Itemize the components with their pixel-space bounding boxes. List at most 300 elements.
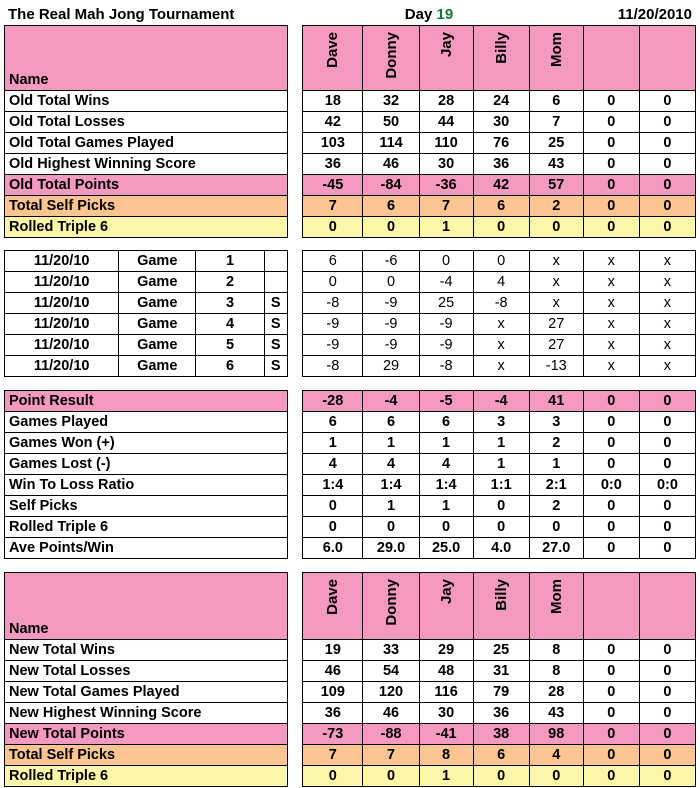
stat-label: Total Self Picks [5,745,288,766]
day-label: Day [404,6,433,23]
stat-value: 25 [529,133,583,154]
stat-value: 7 [419,196,473,217]
stat-value: 0:0 [583,475,639,496]
game-score: x [529,251,583,272]
stat-value: 0 [639,391,695,412]
game-score: -9 [363,314,419,335]
stat-value: 19 [303,640,363,661]
stat-value: -73 [303,724,363,745]
game-score: -13 [529,356,583,377]
stat-value: 44 [419,112,473,133]
stat-row [5,454,696,475]
stat-value: 0 [639,766,695,787]
stat-row [5,91,696,112]
stat-value: 120 [363,682,419,703]
stat-value: 0 [529,517,583,538]
game-score: x [639,356,695,377]
game-score: x [639,293,695,314]
stat-value: 0 [583,196,639,217]
stat-value: 1:4 [303,475,363,496]
stat-value: 2 [529,433,583,454]
stat-value: 0 [583,412,639,433]
stat-value: -4 [473,391,529,412]
stat-value: 50 [363,112,419,133]
stat-value: 1 [303,433,363,454]
stat-value: 0 [639,682,695,703]
game-score: -4 [419,272,473,293]
new-stats-table [4,572,696,787]
stat-value: 1 [363,496,419,517]
game-number: 2 [196,272,265,293]
player-header [303,573,363,640]
stat-label: New Total Points [5,724,288,745]
stat-value: 38 [473,724,529,745]
stat-value: 8 [529,640,583,661]
stat-value: -84 [363,175,419,196]
stat-label: Old Total Games Played [5,133,288,154]
stat-row [5,175,696,196]
stat-value: 0 [583,433,639,454]
player-header [363,573,419,640]
stat-value: 0 [639,724,695,745]
stat-label: New Total Losses [5,661,288,682]
column-gap [287,272,303,293]
stat-label: Rolled Triple 6 [5,766,288,787]
player-header [529,573,583,640]
stat-value: 0 [583,91,639,112]
game-label: Game [119,356,196,377]
game-score: 0 [419,251,473,272]
game-score: x [583,356,639,377]
self-pick-flag [264,251,287,272]
player-name: Donny [382,32,400,79]
game-score: 0 [363,272,419,293]
player-header [419,573,473,640]
player-header [583,26,639,91]
stat-value: 116 [419,682,473,703]
player-name: Mom [547,579,565,614]
column-gap [287,217,303,238]
stat-value: 6.0 [303,538,363,559]
stat-row [5,682,696,703]
stat-value: 0 [583,154,639,175]
stat-value: 0 [303,217,363,238]
player-header [419,26,473,91]
column-gap [287,745,303,766]
stat-value: 0 [639,496,695,517]
game-date: 11/20/10 [5,335,119,356]
stat-value: 30 [419,154,473,175]
game-score: x [583,251,639,272]
game-score: 27 [529,314,583,335]
stat-label: Rolled Triple 6 [5,217,288,238]
stat-row [5,661,696,682]
stat-value: 1:4 [419,475,473,496]
game-score: x [639,335,695,356]
player-header [303,26,363,91]
game-date: 11/20/10 [5,293,119,314]
stat-value: 0 [583,538,639,559]
stat-value: 0 [639,196,695,217]
game-date: 11/20/10 [5,251,119,272]
game-row [5,293,696,314]
stat-value: 31 [473,661,529,682]
stat-value: 42 [303,112,363,133]
stat-value: 0 [363,517,419,538]
column-gap [287,724,303,745]
stat-row [5,133,696,154]
stat-value: 6 [473,196,529,217]
game-score: 0 [473,251,529,272]
stat-value: 109 [303,682,363,703]
stat-label: Ave Points/Win [5,538,288,559]
stat-value: 6 [363,196,419,217]
player-name: Dave [324,579,342,615]
game-row [5,272,696,293]
game-score: -9 [303,314,363,335]
game-date: 11/20/10 [5,272,119,293]
stat-value: 0 [639,217,695,238]
player-name: Jay [437,32,455,58]
player-name: Billy [492,32,510,64]
self-pick-flag: S [264,335,287,356]
name-header: Name [5,573,288,640]
stat-value: 0 [583,175,639,196]
stat-value: 7 [303,196,363,217]
stat-value: 0 [473,766,529,787]
stat-value: 2 [529,496,583,517]
column-gap [287,682,303,703]
stat-row [5,640,696,661]
column-gap [287,293,303,314]
stat-value: 0 [303,766,363,787]
stat-value: 1 [473,433,529,454]
stat-value: 18 [303,91,363,112]
self-pick-flag: S [264,356,287,377]
stat-value: 0 [583,112,639,133]
stat-value: 3 [529,412,583,433]
stat-value: 1 [473,454,529,475]
column-gap [287,517,303,538]
stat-value: 0 [639,412,695,433]
game-date: 11/20/10 [5,356,119,377]
player-header [639,26,695,91]
stat-value: 0 [363,766,419,787]
stat-label: Old Total Wins [5,91,288,112]
stat-label: New Total Games Played [5,682,288,703]
column-gap [287,26,303,91]
game-score: x [639,251,695,272]
game-score: -9 [419,314,473,335]
report-date: 11/20/2010 [617,6,692,23]
stat-value: 32 [363,91,419,112]
stat-value: 4 [303,454,363,475]
game-score: 25 [419,293,473,314]
stat-value: 27.0 [529,538,583,559]
game-number: 1 [196,251,265,272]
game-label: Game [119,314,196,335]
stat-value: 0 [473,517,529,538]
column-gap [287,475,303,496]
stat-value: 43 [529,154,583,175]
game-score: x [529,272,583,293]
game-score: -8 [473,293,529,314]
stat-value: 46 [363,154,419,175]
column-gap [287,356,303,377]
stat-value: 7 [529,112,583,133]
old-stats-table [4,25,696,238]
stat-value: 0 [363,217,419,238]
stat-value: 0 [583,745,639,766]
stat-value: 0 [583,217,639,238]
stat-row [5,412,696,433]
column-gap [287,175,303,196]
game-label: Game [119,251,196,272]
stat-value: 4 [419,454,473,475]
stat-value: 3 [473,412,529,433]
game-score: -9 [419,335,473,356]
stat-value: 0 [419,517,473,538]
stat-value: 0 [639,91,695,112]
stat-label: Rolled Triple 6 [5,517,288,538]
stat-label: Point Result [5,391,288,412]
stat-value: 0 [529,217,583,238]
stat-value: -88 [363,724,419,745]
stat-value: 2 [529,196,583,217]
stat-value: 0 [583,724,639,745]
stat-row [5,496,696,517]
stat-value: 1:1 [473,475,529,496]
column-gap [287,412,303,433]
stat-value: 6 [529,91,583,112]
stat-value: 8 [419,745,473,766]
stat-value: 1 [419,496,473,517]
self-pick-flag: S [264,314,287,335]
stat-value: 36 [473,154,529,175]
game-row [5,356,696,377]
stat-value: 43 [529,703,583,724]
game-score: x [583,293,639,314]
stat-value: 0 [473,217,529,238]
game-label: Game [119,293,196,314]
stat-value: 0 [639,517,695,538]
player-name: Billy [492,579,510,611]
stat-value: 6 [473,745,529,766]
games-table [4,250,696,377]
game-score: x [583,272,639,293]
stat-value: 48 [419,661,473,682]
stat-row [5,538,696,559]
stat-value: 4 [363,454,419,475]
column-gap [287,251,303,272]
stat-value: 0 [639,133,695,154]
column-gap [287,433,303,454]
stat-label: Games Lost (-) [5,454,288,475]
column-gap [287,640,303,661]
self-pick-flag: S [264,293,287,314]
stat-value: 1 [419,766,473,787]
stat-value: 1 [419,433,473,454]
player-header [639,573,695,640]
game-score: 29 [363,356,419,377]
player-header [529,26,583,91]
game-score: -8 [419,356,473,377]
stat-value: 0 [303,496,363,517]
game-score: 6 [303,251,363,272]
stat-value: 4.0 [473,538,529,559]
player-header [583,573,639,640]
stat-value: 98 [529,724,583,745]
game-score: -8 [303,356,363,377]
page-title: The Real Mah Jong Tournament [8,6,235,23]
game-number: 3 [196,293,265,314]
game-row [5,314,696,335]
stat-label: New Total Wins [5,640,288,661]
game-score: -9 [363,293,419,314]
column-gap [287,573,303,640]
stat-value: 8 [529,661,583,682]
stat-value: 33 [363,640,419,661]
stat-value: 0 [583,766,639,787]
stat-label: Win To Loss Ratio [5,475,288,496]
day-number: 19 [436,6,454,23]
stat-value: 79 [473,682,529,703]
stat-value: 0 [529,766,583,787]
stat-value: 0 [583,454,639,475]
column-gap [287,703,303,724]
game-score: x [473,335,529,356]
stat-value: 4 [529,745,583,766]
player-header-row [5,26,696,91]
stat-row [5,217,696,238]
game-score: -9 [363,335,419,356]
stat-label: Old Total Losses [5,112,288,133]
player-name: Mom [547,32,565,67]
player-name: Donny [382,579,400,626]
game-score: -9 [303,335,363,356]
game-row [5,335,696,356]
stat-value: 36 [303,703,363,724]
stat-value: 1 [419,217,473,238]
stat-value: 30 [419,703,473,724]
stat-value: 1:4 [363,475,419,496]
game-date: 11/20/10 [5,314,119,335]
stat-value: -45 [303,175,363,196]
results-table [4,390,696,559]
stat-value: 0:0 [639,475,695,496]
stat-value: 6 [419,412,473,433]
column-gap [287,335,303,356]
stat-value: 114 [363,133,419,154]
game-score: 27 [529,335,583,356]
stat-value: 0 [303,517,363,538]
name-header: Name [5,26,288,91]
stat-value: 0 [583,391,639,412]
stat-value: 29.0 [363,538,419,559]
stat-value: -4 [363,391,419,412]
column-gap [287,496,303,517]
stat-label: Total Self Picks [5,196,288,217]
stat-value: 42 [473,175,529,196]
stat-row [5,433,696,454]
stat-value: -36 [419,175,473,196]
self-pick-flag [264,272,287,293]
player-header-row [5,573,696,640]
stat-value: 1 [529,454,583,475]
stat-row [5,724,696,745]
game-number: 4 [196,314,265,335]
game-score: x [473,356,529,377]
game-score: x [583,314,639,335]
player-name: Jay [437,579,455,605]
column-gap [287,661,303,682]
stat-value: 25.0 [419,538,473,559]
game-score: x [639,314,695,335]
stat-value: 7 [363,745,419,766]
player-header [363,26,419,91]
column-gap [287,766,303,787]
game-score: -6 [363,251,419,272]
stat-value: 30 [473,112,529,133]
stat-value: 110 [419,133,473,154]
game-label: Game [119,272,196,293]
column-gap [287,112,303,133]
stat-value: 0 [639,454,695,475]
stat-value: 0 [473,496,529,517]
game-number: 5 [196,335,265,356]
stat-value: 2:1 [529,475,583,496]
title-bar [4,4,696,25]
stat-value: 46 [363,703,419,724]
column-gap [287,454,303,475]
stat-value: 0 [639,703,695,724]
stat-value: 29 [419,640,473,661]
stat-label: Games Won (+) [5,433,288,454]
stat-value: 36 [473,703,529,724]
stat-value: 41 [529,391,583,412]
day-indicator [334,4,524,25]
column-gap [287,391,303,412]
stat-value: 0 [583,133,639,154]
game-score: 4 [473,272,529,293]
player-header [473,26,529,91]
stat-label: Self Picks [5,496,288,517]
stat-value: 1 [363,433,419,454]
game-label: Game [119,335,196,356]
stat-label: Games Played [5,412,288,433]
stat-value: 103 [303,133,363,154]
stat-row [5,745,696,766]
stat-label: Old Highest Winning Score [5,154,288,175]
stat-label: New Highest Winning Score [5,703,288,724]
game-score: -8 [303,293,363,314]
column-gap [287,314,303,335]
stat-value: 24 [473,91,529,112]
column-gap [287,538,303,559]
stat-value: 0 [639,433,695,454]
column-gap [287,91,303,112]
stat-row [5,196,696,217]
stat-value: 0 [639,661,695,682]
stat-value: 6 [303,412,363,433]
stat-value: 54 [363,661,419,682]
stat-row [5,391,696,412]
stat-value: -28 [303,391,363,412]
stat-value: 76 [473,133,529,154]
stat-row [5,703,696,724]
stat-row [5,766,696,787]
game-score: x [473,314,529,335]
